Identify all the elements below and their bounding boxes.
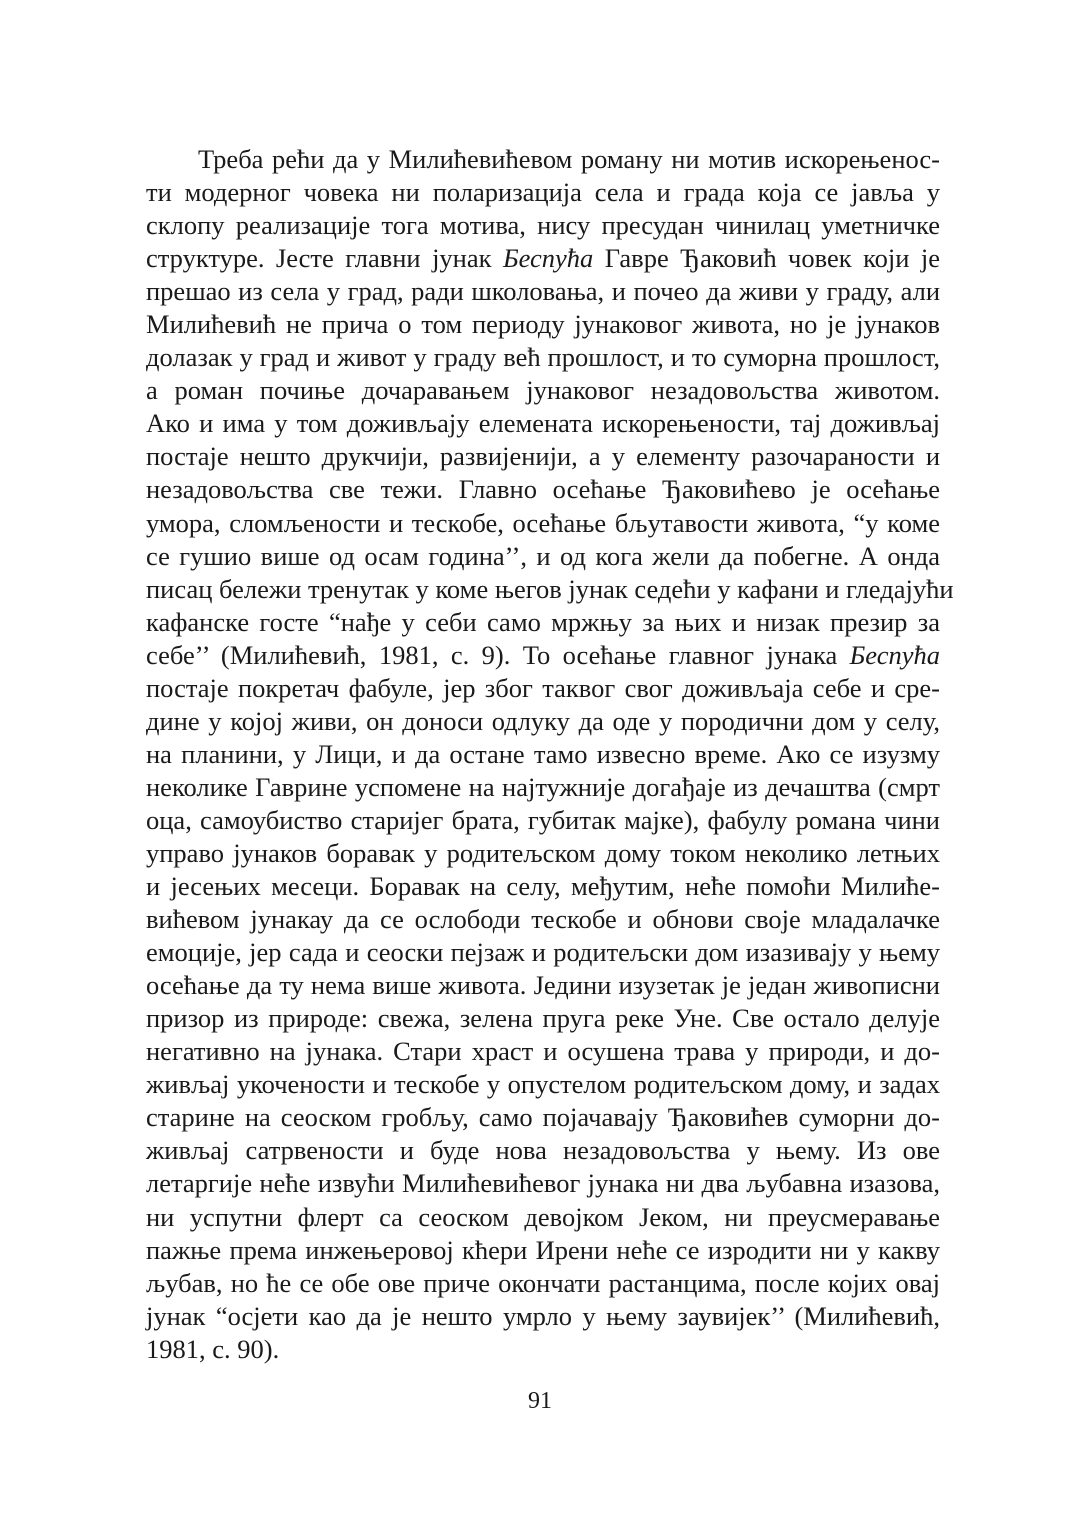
text-line xyxy=(146,837,940,870)
text-segment: оца, самоубиство старијег брата, губитак мајке), фабулу романа чини xyxy=(146,804,940,835)
text-segment: Гавре Ђаковић човек који је xyxy=(593,243,940,274)
text-line xyxy=(146,374,940,407)
text-segment: дине у којој живи, он доноси одлуку да оде у породични дом у селу, xyxy=(146,705,940,736)
text-segment: призор из природе: свежа, зелена пруга реке Уне. Све остало делује xyxy=(146,1003,940,1034)
text-line xyxy=(146,804,940,837)
text-segment: писац бележи тренутак у коме његов јунак седећи у кафани и гледајући xyxy=(146,573,954,604)
text-segment: негативно на јунака. Стари храст и осушена трава у природи, и до- xyxy=(146,1036,940,1067)
text-segment: живљај укочености и тескобе у опустелом родитељском дому, и задах xyxy=(146,1069,940,1100)
text-line xyxy=(146,1201,940,1234)
text-segment: долазак у град и живот у граду већ прошлост, и то суморна прошлост, xyxy=(146,342,940,373)
text-segment: кафанске госте “нађе у себи само мржњу за њих и низак презир за xyxy=(146,606,940,637)
text-segment: летаргије неће извући Милићевићевог јунака ни два љубавна изазова, xyxy=(146,1168,940,1199)
text-line xyxy=(146,1101,940,1134)
text-segment: постаје покретач фабуле, јер због таквог свог доживљаја себе и сре- xyxy=(146,672,940,703)
text-line xyxy=(146,1002,940,1035)
text-line xyxy=(146,143,940,176)
text-segment: умора, сломљености и тескобе, осећање бљутавости живота, “у коме xyxy=(146,507,940,538)
text-line xyxy=(146,176,940,209)
text-line xyxy=(146,540,940,573)
text-segment: незадовољства све тежи. Главно осећање Ђаковићево је осећање xyxy=(146,474,940,505)
text-line xyxy=(146,308,940,341)
text-segment: љубав, но ће се обе ове приче окончати растанцима, после којих овај xyxy=(146,1267,940,1298)
text-segment: се гушио више од осам година’’, и од кога жели да побегне. А онда xyxy=(146,540,940,571)
text-line xyxy=(146,606,940,639)
text-line xyxy=(146,1300,940,1333)
text-line xyxy=(146,209,940,242)
text-line xyxy=(146,672,940,705)
text-line xyxy=(146,1035,940,1068)
text-segment: Ако и има у том доживљају елемената искорењености, тај доживљај xyxy=(146,408,940,439)
italic-title: Беспућа xyxy=(502,243,594,274)
text-line xyxy=(146,1234,940,1267)
text-segment: Треба рећи да у Милићевићевом роману ни мотив искорењенос- xyxy=(198,144,940,174)
page-number: 91 xyxy=(528,1388,552,1414)
text-segment: јунак “осјети као да је нешто умрло у њему заувијек’’ (Милићевић, xyxy=(146,1300,940,1331)
text-line xyxy=(146,275,940,308)
text-line xyxy=(146,242,940,275)
text-segment: управо јунаков боравак у родитељском дому током неколико летњих xyxy=(146,837,940,868)
text-segment: старине на сеоском гробљу, само појачавају Ђаковићев суморни до- xyxy=(146,1102,940,1133)
text-line xyxy=(146,870,940,903)
text-line xyxy=(146,936,940,969)
text-segment: и јесењих месеци. Боравак на селу, међутим, неће помоћи Милиће- xyxy=(146,871,940,902)
text-segment: ни успутни флерт са сеоском девојком Јеком, ни преусмеравање xyxy=(146,1201,940,1232)
text-segment: структуре. Јесте главни јунак xyxy=(146,243,503,274)
text-line xyxy=(146,1068,940,1101)
text-line xyxy=(146,771,940,804)
text-segment: Милићевић не прича о том периоду јунаковог живота, но је јунаков xyxy=(146,309,940,340)
text-segment: осећање да ту нема више живота. Једини изузетак је један живописни xyxy=(146,970,940,1001)
text-segment: склопу реализације тога мотива, нису пресудан чинилац уметничке xyxy=(146,210,940,241)
text-line xyxy=(146,639,940,672)
text-segment: на планини, у Лици, и да остане тамо извесно време. Ако се изузму xyxy=(146,738,940,769)
text-line xyxy=(146,407,940,440)
text-segment: 1981, с. 90). xyxy=(146,1333,280,1364)
text-segment: постаје нешто друкчији, развијенији, а у елементу разочараности и xyxy=(146,441,940,472)
text-line xyxy=(146,969,940,1002)
text-segment: а роман почиње дочаравањем јунаковог незадовољства животом. xyxy=(146,375,940,406)
text-segment: вићевом јунакау да се ослободи тескобе и обнови своје младалачке xyxy=(146,904,940,935)
text-line xyxy=(146,473,940,506)
italic-title: Беспућа xyxy=(849,639,940,670)
text-segment: живљај сатрвености и буде нова незадовољства у њему. Из ове xyxy=(146,1135,940,1166)
text-line xyxy=(146,738,940,771)
text-line xyxy=(146,507,940,540)
text-line xyxy=(146,1267,940,1300)
text-segment: прешао из села у град, ради школовања, и почео да живи у граду, али xyxy=(146,276,940,307)
text-segment: себе’’ (Милићевић, 1981, с. 9). То осећање главног јунака xyxy=(146,639,850,670)
text-line xyxy=(146,705,940,738)
text-segment: неколике Гаврине успомене на најтужније догађаје из дечаштва (смрт xyxy=(146,771,940,802)
text-line xyxy=(146,341,940,374)
text-line xyxy=(146,1134,940,1167)
text-line xyxy=(146,903,940,936)
text-line xyxy=(146,573,954,606)
text-line xyxy=(146,440,940,473)
text-segment: пажње према инжењеровој кћери Ирени неће се изродити ни у какву xyxy=(146,1234,940,1265)
text-line xyxy=(146,1333,940,1366)
text-line xyxy=(146,1167,940,1200)
text-segment: емоције, јер сада и сеоски пејзаж и родитељски дом изазивају у њему xyxy=(146,937,940,968)
body-paragraph xyxy=(146,143,954,1366)
text-segment: ти модерног човека ни поларизација села и града која се јавља у xyxy=(146,177,940,208)
